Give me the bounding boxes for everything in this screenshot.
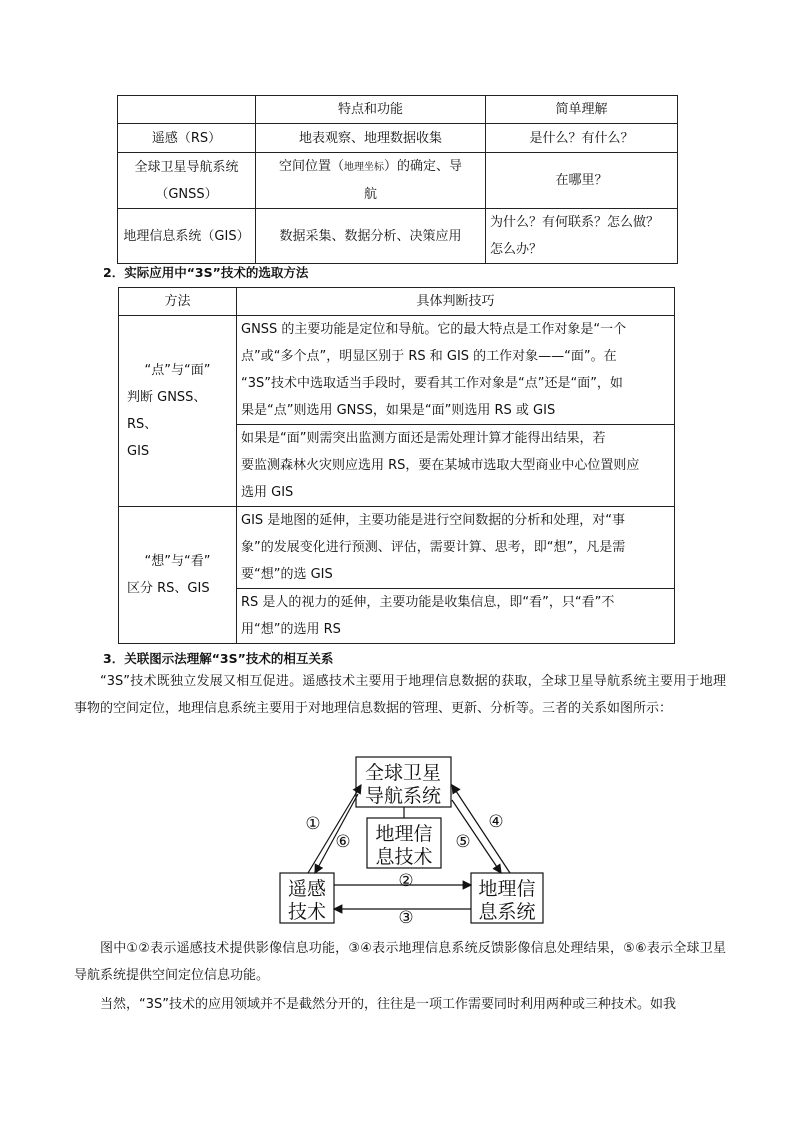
cell-text-small: 地理坐标 bbox=[344, 162, 384, 173]
tip-cell bbox=[237, 589, 675, 644]
cell-line: 航 bbox=[363, 187, 377, 202]
table-row bbox=[118, 209, 678, 264]
cell-line: 为什么？有何联系？怎么做？ bbox=[490, 215, 660, 230]
label-5: ⑤ bbox=[455, 832, 471, 852]
method-cell bbox=[119, 316, 237, 507]
table-header-row bbox=[118, 96, 678, 124]
cell-line: 全球卫星导航系统 bbox=[134, 159, 239, 175]
cell-text: 空间位置（ bbox=[278, 159, 344, 174]
rs-label-line2: 技术 bbox=[287, 901, 327, 923]
cell-line: GIS bbox=[127, 444, 150, 459]
label-6: ⑥ bbox=[335, 832, 351, 852]
table-cell bbox=[486, 209, 678, 264]
cell-line: 象”的发展变化进行预测、评估，需要计算、思考，即“想”，凡是需 bbox=[241, 540, 626, 555]
section-heading-3: 3．关联图示法理解“3S”技术的相互关系 bbox=[103, 651, 334, 666]
cell-line: GNSS 的主要功能是定位和导航。它的最大特点是工作对象是“一个 bbox=[241, 322, 627, 337]
label-1: ① bbox=[305, 814, 321, 834]
cell-line: 点”或“多个点”，明显区别于 RS 和 GIS 的工作对象——“面”。在 bbox=[241, 349, 617, 364]
cell-line: GIS 是地图的延伸，主要功能是进行空间数据的分析和处理，对“事 bbox=[241, 513, 626, 528]
center-label-line1: 地理信 bbox=[375, 823, 433, 845]
cell-line: “点”与“面” bbox=[144, 363, 211, 378]
cell-line: 果是“点”则选用 GNSS，如果是“面”则选用 RS 或 GIS bbox=[241, 403, 556, 418]
table-cell: 是什么？有什么？ bbox=[486, 124, 678, 153]
table-cell: 在哪里？ bbox=[486, 153, 678, 209]
paragraph-continuation: 当然，“3S”技术的应用领域并不是截然分开的，往往是一项工作需要同时利用两种或三种技术。如我 bbox=[100, 997, 676, 1012]
table-row bbox=[119, 507, 675, 589]
cell-line bbox=[260, 153, 481, 181]
gis-label-line2: 息系统 bbox=[478, 901, 536, 923]
tip-cell bbox=[237, 316, 675, 425]
paragraph-intro: “3S”技术既独立发展又相互促进。遥感技术主要用于地理信息数据的获取，全球卫星导航系统主要用于地理事物的空间定位，地理信息系统主要用于对地理信息数据的管理、更新、分析等。三者的关系如图所示： bbox=[74, 674, 726, 716]
table-header-cell: 简单理解 bbox=[486, 96, 678, 124]
cell-line: “3S”技术中选取适当手段时，要看其工作对象是“点”还是“面”，如 bbox=[241, 376, 623, 391]
table-cell: 地理信息系统（GIS） bbox=[118, 209, 256, 264]
table-cell bbox=[118, 153, 256, 209]
gis-label-line1: 地理信 bbox=[478, 878, 536, 900]
table-header-row bbox=[119, 288, 675, 316]
table-header-cell: 方法 bbox=[119, 288, 237, 316]
table-cell: 数据采集、数据分析、决策应用 bbox=[256, 209, 486, 264]
table-cell: 地表观察、地理数据收集 bbox=[256, 124, 486, 153]
paragraph-diagram-explanation: 图中①②表示遥感技术提供影像信息功能，③④表示地理信息系统反馈影像信息处理结果，⑤⑥表示全球卫星导航系统提供空间定位信息功能。 bbox=[74, 941, 726, 983]
cell-line: 要“想”的选 GIS bbox=[241, 567, 333, 582]
method-cell bbox=[119, 507, 237, 644]
section-heading-2: 2．实际应用中“3S”技术的选取方法 bbox=[103, 265, 309, 280]
label-3: ③ bbox=[398, 908, 414, 927]
gnss-label-line2: 导航系统 bbox=[364, 785, 442, 807]
tip-cell bbox=[237, 425, 675, 507]
cell-line: 用“想”的选用 RS bbox=[241, 622, 341, 637]
table-cell: 遥感（RS） bbox=[118, 124, 256, 153]
center-label-line2: 息技术 bbox=[375, 846, 433, 868]
cell-line: 选用 GIS bbox=[241, 485, 294, 500]
rs-label-line1: 遥感 bbox=[287, 878, 327, 900]
tip-cell bbox=[237, 507, 675, 589]
label-2: ② bbox=[398, 871, 414, 891]
table-header-cell: 具体判断技巧 bbox=[237, 288, 675, 316]
table-row bbox=[118, 153, 678, 209]
cell-line: 判断 GNSS、RS、 bbox=[127, 390, 207, 432]
cell-line: “想”与“看” bbox=[144, 554, 211, 569]
cell-line: 怎么办？ bbox=[490, 242, 543, 257]
cell-line: 如果是“面”则需突出监测方面还是需处理计算才能得出结果，若 bbox=[241, 431, 606, 446]
cell-line: （GNSS） bbox=[155, 186, 218, 202]
tech-comparison-table bbox=[117, 95, 678, 264]
label-4: ④ bbox=[488, 812, 504, 832]
table-header-cell: 特点和功能 bbox=[256, 96, 486, 124]
gnss-label-line1: 全球卫星 bbox=[364, 762, 442, 784]
selection-method-table bbox=[118, 287, 675, 644]
table-row bbox=[118, 124, 678, 153]
table-cell bbox=[256, 153, 486, 209]
3s-relationship-diagram bbox=[270, 752, 550, 927]
cell-line: RS 是人的视力的延伸，主要功能是收集信息，即“看”，只“看”不 bbox=[241, 595, 615, 610]
cell-line: 要监测森林火灾则应选用 RS，要在某城市选取大型商业中心位置则应 bbox=[241, 458, 640, 473]
cell-line: 区分 RS、GIS bbox=[127, 581, 210, 596]
table-row bbox=[119, 316, 675, 425]
table-header-cell bbox=[118, 96, 256, 124]
cell-text: ）的确定、导 bbox=[384, 159, 463, 174]
